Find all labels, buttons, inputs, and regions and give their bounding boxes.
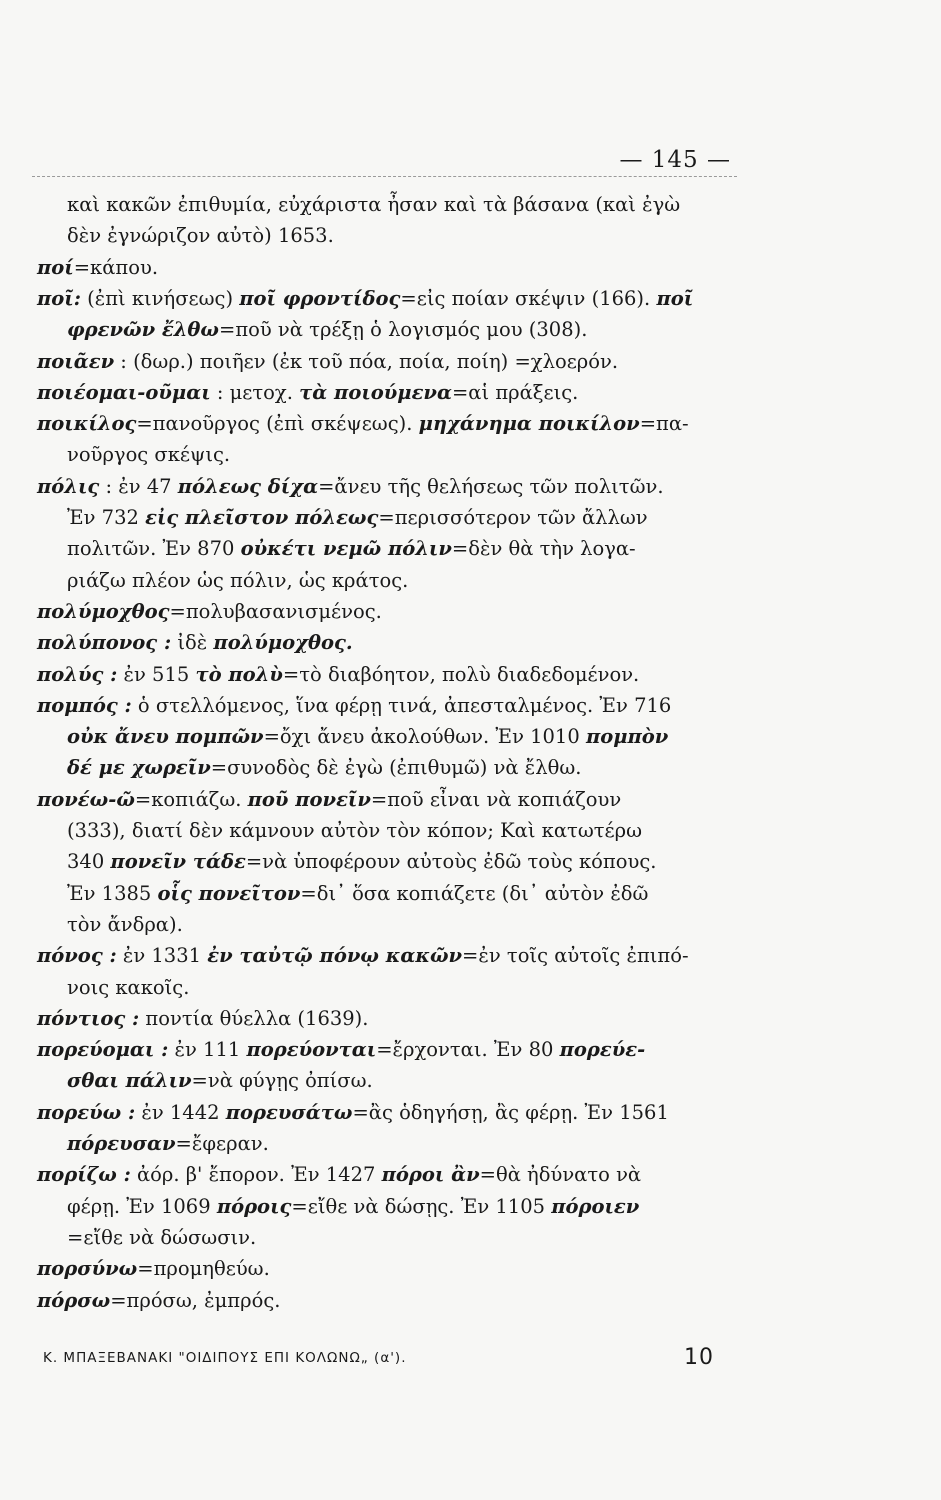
lemma-term: ποῖ — [656, 286, 694, 310]
gloss-text: Ἐν 732 — [67, 506, 146, 529]
gloss-text: =νὰ φύγῃς ὀπίσω. — [191, 1069, 373, 1093]
gloss-text: : (δωρ.) ποιῆεν (ἐκ τοῦ πόα, ποία, ποίη) =χλοερόν. — [114, 349, 619, 373]
gloss-text: =εἴθε νὰ δώσωσιν. — [67, 1225, 257, 1249]
lemma-term: πονεῖν τάδε — [110, 850, 246, 874]
lemma-term: πόλις — [37, 474, 100, 498]
text-line — [67, 849, 656, 875]
gloss-text: =ἂς ὁδηγήσῃ, ἂς φέρῃ. Ἐν 1561 — [352, 1100, 669, 1124]
gloss-text: =προμηθεύω. — [137, 1257, 270, 1281]
gloss-text: πολιτῶν. Ἐν 870 — [67, 537, 241, 561]
lemma-term: πορευσάτω — [225, 1100, 353, 1124]
text-line — [37, 380, 578, 406]
lemma-term: ποιέομαι-οῦμαι — [37, 380, 211, 404]
gloss-text: =ὄχι ἄνευ ἀκολούθων. Ἐν 1010 — [263, 725, 586, 749]
gloss-text: ποντία θύελλα (1639). — [139, 1006, 369, 1030]
lemma-term: ποί — [37, 255, 74, 279]
gloss-text: καὶ κακῶν ἐπιθυμία, εὐχάριστα ἦσαν καὶ τὰ βάσανα (καὶ ἐγὼ — [67, 193, 681, 216]
gloss-text: =αἱ πράξεις. — [451, 380, 579, 404]
gloss-text: ὁ στελλόμενος, ἵνα φέρῃ τινά, ἀπεσταλμένος. Ἐν 716 — [131, 693, 672, 717]
text-line — [67, 536, 636, 562]
lemma-term: πόντιος : — [37, 1006, 140, 1030]
lemma-term: πονέω-ῶ — [37, 787, 135, 811]
text-line — [67, 912, 183, 938]
gloss-text: =τὸ διαβόητον, πολὺ διαδεδομένον. — [282, 662, 640, 686]
text-line — [37, 1100, 669, 1126]
text-line — [37, 1006, 368, 1032]
text-line — [67, 724, 668, 750]
gloss-text: (ἐπὶ κινήσεως) — [80, 286, 240, 310]
lemma-term: πορίζω : — [37, 1163, 131, 1187]
text-line — [37, 630, 353, 656]
gloss-text: =ἄνευ τῆς θελήσεως τῶν πολιτῶν. — [318, 474, 664, 498]
lemma-term: δέ με χωρεῖν — [67, 756, 211, 780]
lemma-term: πόλεως δίχα — [177, 474, 319, 498]
gloss-text: τὸν ἄνδρα). — [67, 912, 183, 936]
gloss-text: =δὲν θὰ τὴν λογα- — [451, 537, 636, 561]
text-line — [67, 881, 648, 907]
text-line — [37, 599, 382, 625]
text-line — [37, 411, 689, 437]
gloss-text: ἐν 111 — [168, 1038, 247, 1062]
text-line — [37, 474, 664, 500]
text-line — [37, 1037, 645, 1063]
gloss-text: =πα- — [639, 412, 689, 436]
text-line — [67, 1225, 256, 1251]
lemma-term: ποῖ φροντίδος — [239, 286, 401, 310]
gloss-text: =συνοδὸς δὲ ἐγὼ (ἐπιθυμῶ) νὰ ἔλθω. — [210, 756, 582, 780]
gloss-text: 340 — [67, 850, 111, 874]
text-line — [37, 693, 671, 719]
lemma-term: μηχάνημα ποικίλον — [418, 412, 640, 436]
text-line — [67, 1068, 373, 1094]
gloss-text: =πρόσω, ἐμπρός. — [110, 1288, 281, 1312]
gloss-text: =ποῦ εἶναι νὰ κοπιάζουν — [370, 787, 622, 811]
gloss-text: =ἔρχονται. Ἐν 80 — [376, 1038, 560, 1062]
text-line — [37, 1162, 641, 1188]
gloss-text: : ἐν 47 — [99, 474, 178, 498]
lemma-term: ἐν ταὐτῷ πόνῳ κακῶν — [207, 944, 463, 968]
text-line — [67, 223, 334, 249]
text-line — [67, 1194, 639, 1220]
gloss-text: νοις κακοῖς. — [67, 975, 190, 999]
lemma-term: πορεύε- — [559, 1038, 646, 1062]
text-line — [37, 662, 639, 688]
text-line — [67, 568, 408, 594]
lemma-term: πόρευσαν — [67, 1132, 176, 1155]
lemma-term: πόνος : — [37, 944, 117, 968]
lemma-term: φρενῶν ἔλθω — [67, 318, 219, 342]
text-line — [67, 505, 648, 531]
gloss-text: (333), διατί δὲν κάμνουν αὐτὸν τὸν κόπον; Καὶ κατωτέρω — [67, 819, 642, 842]
lemma-term: πολύπονος : — [37, 631, 172, 655]
lemma-term: πορεύω : — [37, 1100, 136, 1124]
lemma-term: σθαι πάλιν — [67, 1069, 192, 1093]
gloss-text: Ἐν 1385 — [67, 881, 158, 905]
lemma-term: πόροι ἂν — [381, 1163, 480, 1187]
lemma-term: ποῖ: — [37, 286, 81, 310]
text-line — [67, 317, 587, 343]
text-line — [37, 255, 158, 281]
gloss-text: δὲν ἐγνώριζον αὐτὸ) 1653. — [67, 224, 334, 248]
lemma-term: πολύς : — [37, 662, 118, 686]
text-line — [37, 1256, 270, 1282]
gloss-text: =δι᾽ ὅσα κοπιάζετε (δι᾽ αὐτὸν ἐδῶ — [300, 881, 649, 905]
text-line — [37, 349, 618, 375]
lemma-term: πόρσω — [37, 1288, 111, 1312]
lemma-term: πολύμοχθος. — [213, 631, 353, 655]
gloss-text: ριάζω πλέον ὡς πόλιν, ὡς κράτος. — [67, 568, 409, 592]
text-line — [37, 787, 621, 813]
gloss-text: =πολυβασανισμένος. — [169, 599, 382, 623]
text-line — [67, 192, 680, 218]
gloss-text: ἐν 1442 — [135, 1100, 226, 1124]
text-line — [67, 975, 189, 1001]
gloss-text: =ἔφεραν. — [175, 1132, 269, 1155]
gloss-text: =νὰ ὑποφέρουν αὐτοὺς ἐδῶ τοὺς κόπους. — [245, 850, 657, 874]
gloss-text: ἐν 1331 — [116, 944, 208, 968]
text-line — [37, 943, 689, 969]
lemma-term: πορεύονται — [246, 1038, 377, 1062]
gloss-text: φέρῃ. Ἐν 1069 — [67, 1194, 217, 1218]
text-line — [67, 442, 230, 468]
gloss-text: =περισσότερον τῶν ἄλλων — [378, 506, 648, 529]
lemma-term: πολύμοχθος — [37, 599, 170, 623]
lemma-term: ποῦ πονεῖν — [247, 787, 371, 811]
gloss-text: =κάπου. — [73, 255, 159, 279]
text-line — [37, 1288, 280, 1314]
lemma-term: πομπός : — [37, 693, 132, 717]
gloss-text: =ποῦ νὰ τρέξῃ ὁ λογισμός μου (308). — [218, 318, 588, 342]
lemma-term: οἷς πονεῖτον — [157, 881, 301, 905]
lemma-term: πορσύνω — [37, 1257, 138, 1281]
lemma-term: οὐκ ἄνευ πομπῶν — [67, 725, 264, 749]
gloss-text: ἀόρ. β' ἔπορον. Ἐν 1427 — [130, 1163, 382, 1187]
gloss-text: =εἴθε νὰ δώσῃς. Ἐν 1105 — [291, 1194, 552, 1218]
lemma-term: πομπὸν — [585, 725, 669, 749]
header-rule — [32, 176, 737, 177]
lemma-term: τὰ ποιούμενα — [299, 380, 452, 404]
gloss-text: : μετοχ. — [210, 380, 300, 404]
page-number: — 145 — — [619, 147, 731, 173]
gloss-text: =εἰς ποίαν σκέψιν (166). — [400, 286, 657, 310]
lemma-term: οὐκέτι νεμῶ πόλιν — [240, 537, 452, 561]
gloss-text: =πανοῦργος (ἐπὶ σκέψεως). — [136, 412, 419, 436]
text-line — [67, 755, 581, 781]
gloss-text: νοῦργος σκέψις. — [67, 443, 231, 467]
text-line — [37, 286, 693, 312]
gloss-text: =κοπιάζω. — [134, 787, 248, 811]
lemma-term: πορεύομαι : — [37, 1038, 169, 1062]
lemma-term: ποικίλος — [37, 412, 137, 436]
gloss-text: ἰδὲ — [171, 631, 214, 655]
text-line — [67, 1131, 269, 1157]
footer-imprint: Κ. ΜΠΑΞΕΒΑΝΑΚΙ "ΟΙΔΙΠΟΥΣ ΕΠΙ ΚΟΛΩΝΩ„ (α'). — [43, 1350, 407, 1366]
lemma-term: τὸ πολὺ — [195, 662, 283, 686]
gloss-text: ἐν 515 — [117, 662, 196, 686]
lemma-term: εἰς πλεῖστον πόλεως — [145, 506, 379, 529]
text-line — [67, 818, 642, 844]
signature-mark: 10 — [684, 1345, 714, 1370]
gloss-text: =θὰ ἠδύνατο νὰ — [479, 1163, 642, 1187]
gloss-text: =ἐν τοῖς αὐτοῖς ἐπιπό- — [462, 944, 689, 968]
lemma-term: πόροιεν — [551, 1194, 640, 1218]
lemma-term: πόροις — [216, 1194, 292, 1218]
lemma-term: ποιᾶεν — [37, 349, 115, 373]
